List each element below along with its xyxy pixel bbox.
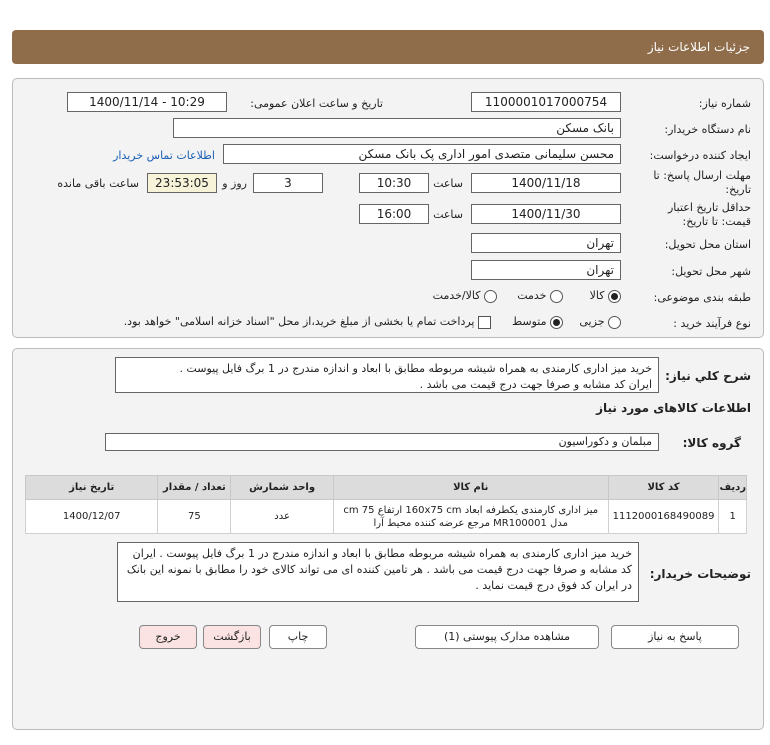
- description-line-1: خرید میز اداری کارمندی به همراه شیشه مربوطه مطابق با ابعاد و اندازه مندرج در 1 برگ فایل پیوست .: [179, 362, 652, 375]
- row-code: 1112000168490089: [608, 500, 719, 534]
- announce-label: تاریخ و ساعت اعلان عمومی:: [250, 97, 383, 110]
- buyer-notes-label: توضیحات خریدار:: [649, 567, 751, 581]
- reply-deadline-label-2: تاریخ:: [725, 183, 751, 196]
- buyer-notes-box: خرید میز اداری کارمندی به همراه شیشه مربوطه مطابق با ابعاد و اندازه مندرج در 1 برگ فایل پیوست . ایران کد مشابه و صرفا جهت درج قیمت می باشد . هر تامین کننده ای می تواند کالای خود را مطابق با نمونه این بانک در ایران کد فوق درج قیمت نماید .: [117, 542, 639, 602]
- reply-button[interactable]: پاسخ به نیاز: [611, 625, 739, 649]
- need-details-panel: [12, 348, 764, 730]
- category-goods-radio[interactable]: [608, 290, 621, 303]
- buyer-org-field: بانک مسکن: [173, 118, 621, 138]
- treasury-payment-option[interactable]: [124, 315, 491, 329]
- goods-info-title: اطلاعات کالاهای مورد نیاز: [596, 401, 751, 415]
- table-row: [26, 500, 747, 534]
- category-service-radio[interactable]: [550, 290, 563, 303]
- category-both-radio[interactable]: [484, 290, 497, 303]
- page-header: [12, 30, 764, 64]
- category-goods-option[interactable]: کالا: [590, 289, 621, 303]
- page-title: جزئیات اطلاعات نیاز: [647, 40, 750, 54]
- days-label: روز و: [222, 177, 247, 190]
- requester-field: محسن سلیمانی متصدی امور اداری پک بانک مسکن: [223, 144, 621, 164]
- city-label: شهر محل تحویل:: [671, 265, 751, 278]
- price-time-field: 16:00: [359, 204, 429, 224]
- treasury-payment-note: پرداخت تمام یا بخشی از مبلغ خرید،از محل "اسناد خزانه اسلامی" خواهد بود.: [123, 315, 475, 328]
- reply-time-label: ساعت: [433, 177, 463, 190]
- category-service-option[interactable]: خدمت: [517, 289, 563, 303]
- col-date: تاریخ نیاز: [26, 476, 158, 500]
- need-number-field: 1100001017000754: [471, 92, 621, 112]
- requester-label: ایجاد کننده درخواست:: [649, 149, 751, 162]
- goods-table: [25, 475, 747, 534]
- exit-button[interactable]: خروج: [139, 625, 197, 649]
- price-validity-label-2: قیمت: تا تاریخ:: [682, 215, 751, 228]
- price-time-label: ساعت: [433, 208, 463, 221]
- price-date-field: 1400/11/30: [471, 204, 621, 224]
- category-both-option[interactable]: کالا/خدمت: [433, 289, 497, 303]
- description-line-2: ایران کد مشابه و صرفا جهت درج قیمت می باشد .: [419, 378, 652, 391]
- need-info-panel: [12, 78, 764, 338]
- reply-date-field: 1400/11/18: [471, 173, 621, 193]
- description-box: [115, 357, 659, 393]
- reply-time-field: 10:30: [359, 173, 429, 193]
- back-button[interactable]: بازگشت: [203, 625, 261, 649]
- col-row: ردیف: [719, 476, 747, 500]
- process-medium-radio[interactable]: [550, 316, 563, 329]
- price-validity-label: حداقل تاریخ اعتبار: [667, 201, 751, 214]
- buyer-contact-link[interactable]: اطلاعات تماس خریدار: [113, 149, 215, 162]
- province-field: تهران: [471, 233, 621, 253]
- row-number: 1: [719, 500, 747, 534]
- remaining-time-field: 23:53:05: [147, 173, 217, 193]
- process-minor-option[interactable]: جزیی: [579, 315, 621, 329]
- process-medium-option[interactable]: متوسط: [512, 315, 563, 329]
- announce-field: 1400/11/14 - 10:29: [67, 92, 227, 112]
- print-button[interactable]: چاپ: [269, 625, 327, 649]
- row-name: [333, 500, 608, 534]
- remaining-label: ساعت باقی مانده: [57, 177, 139, 190]
- goods-group-label: گروه کالا:: [682, 436, 741, 450]
- row-name-line-2: مدل MR100001 مرجع عرضه کننده محیط آرا: [373, 517, 568, 529]
- goods-table-header: [26, 476, 747, 500]
- reply-deadline-label: مهلت ارسال پاسخ: تا: [653, 169, 751, 182]
- row-name-line-1: میز اداری کارمندی یکطرفه ابعاد 160x75 cm ارتفاع 75 cm: [343, 504, 599, 516]
- col-qty: تعداد / مقدار: [158, 476, 231, 500]
- col-name: نام کالا: [333, 476, 608, 500]
- row-unit: عدد: [231, 500, 333, 534]
- city-field: تهران: [471, 260, 621, 280]
- col-code: کد کالا: [608, 476, 719, 500]
- row-date: 1400/12/07: [26, 500, 158, 534]
- buyer-org-label: نام دستگاه خریدار:: [664, 123, 751, 136]
- process-minor-radio[interactable]: [608, 316, 621, 329]
- days-field: 3: [253, 173, 323, 193]
- process-label: نوع فرآیند خرید :: [673, 317, 751, 330]
- col-unit: واحد شمارش: [231, 476, 333, 500]
- row-qty: 75: [158, 500, 231, 534]
- goods-group-field: مبلمان و دکوراسیون: [105, 433, 659, 451]
- view-attachments-button[interactable]: مشاهده مدارک پیوستی (1): [415, 625, 599, 649]
- province-label: استان محل تحویل:: [664, 238, 751, 251]
- treasury-payment-checkbox[interactable]: [478, 316, 491, 329]
- need-number-label: شماره نیاز:: [698, 97, 751, 110]
- description-label: شرح کلي نياز:: [665, 369, 751, 383]
- category-label: طبقه بندی موضوعی:: [653, 291, 751, 304]
